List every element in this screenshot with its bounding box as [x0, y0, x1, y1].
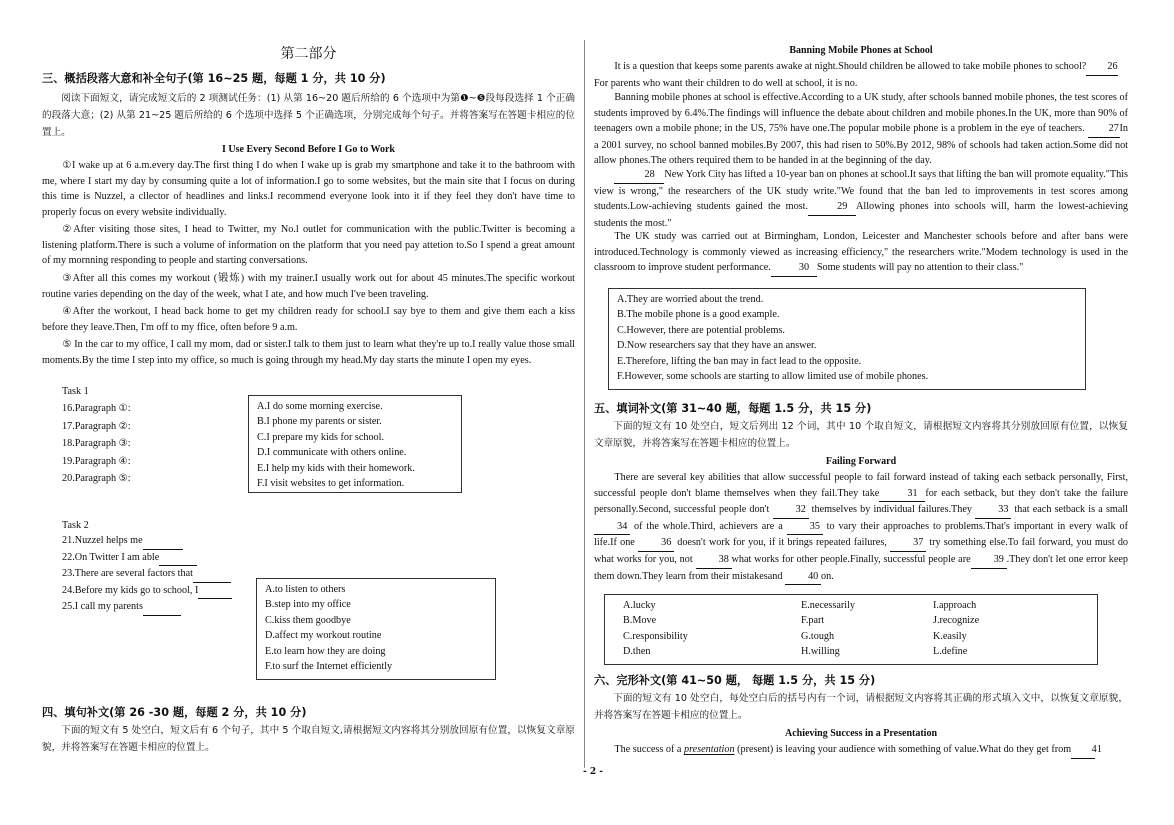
task-2-items	[62, 533, 232, 616]
task-1-label: Task 1	[62, 386, 89, 397]
task-2-options-box	[256, 578, 496, 680]
task-1-item: 19.Paragraph ④:	[62, 455, 131, 467]
task-2-item: 25.I call my parents	[62, 599, 232, 616]
option: A.I do some morning exercise.	[257, 401, 383, 412]
section-5-heading: 五、填词补文(第 31~40 题，每题 1.5 分，共 15 分)	[594, 402, 872, 415]
word-option: A.lucky	[623, 600, 656, 611]
paragraph-1: ①I wake up at 6 a.m.every day.The first thing I do when I wake up is grab my smartphone and take it to the bathroom with me, where I start my day by consuming quite a lot of information.I go to some websites, but the main site that I focus on during this time is Nuzzel, a cllector of headlines and links.I recommend everyone look into it if they feel they don't have time to properly focus on every website individually.	[42, 160, 575, 218]
task-1-item: 18.Paragraph ③:	[62, 438, 131, 450]
task-2-item: 24.Before my kids go to school, I	[62, 583, 232, 600]
section-3-heading: 三、概括段落大意和补全句子(第 16~25 题，每题 1 分，共 10 分)	[42, 72, 386, 85]
paragraph-2: ②After visiting those sites, I head to Twitter, my No.l outlet for communication with the public.Twitter is becoming a listening platform.There is such a volume of information on the platform that you need pay attetion to.So I spend a great amount of my mornning responding to people and starting conversations.	[42, 224, 575, 267]
paragraph-3: ③After all this comes my workout (锻炼) with my trainer.I usually work out for about 45 minutes.The specific workout routine varies depending on the day of the week, what I ate, and how much I've been traveling.	[42, 273, 575, 300]
option: F.to surf the Internet efficiently	[265, 661, 393, 673]
option: B.The mobile phone is a good example.	[617, 309, 780, 321]
task-2-item: 22.On Twitter I am able	[62, 550, 232, 567]
word-option: G.tough	[801, 630, 835, 642]
task-1-item: 17.Paragraph ②:	[62, 420, 131, 432]
passage-1-title: I Use Every Second Before I Go to Work	[222, 144, 395, 155]
section-5-instructions: 下面的短文有 10 处空白，短文后列出 12 个词，其中 10 个取自短文，请根据短文内容将其分别放回原有位置，以恢复文章原貌，并将答案写在答题卡相应的位置上。	[594, 421, 1128, 449]
task-1-item: 20.Paragraph ⑤:	[62, 473, 131, 485]
option: D.Now researchers say that they have an answer.	[617, 340, 817, 352]
option: C.kiss them goodbye	[265, 614, 351, 626]
word-option: K.easily	[933, 630, 967, 642]
option: C.However, there are potential problems.	[617, 324, 785, 336]
task-2-item: 21.Nuzzel helps me	[62, 533, 232, 550]
passage-2-p1: It is a question that keeps some parents awake at night.Should children be allowed to take mobile phones to school? 26 For parents who want their children to do well at school, it is no.	[594, 61, 1118, 89]
task-1-items	[62, 400, 131, 488]
word-option: F.part	[801, 615, 825, 627]
section-5-word-bank	[604, 594, 1098, 665]
column-divider	[584, 40, 585, 768]
option: E.Therefore, lifting the ban may in fact lead to the opposite.	[617, 355, 862, 367]
passage-2-p2: Banning mobile phones at school is effective.According to a UK study, after schools banned mobile phones, the test scores of students improved by 6.4%.The findings will influence the debate about children and mobile phones.In the UK, more than 90% of teenagers own a mobile phone; in the US, 75% have one.The popular mobile phone is a problem in the eye of teachers. 27In a 2001 survey, no school banned mobiles.By 2007, this had risen to 50%.By 2012, 98% of schools had taken action.Some did not allow phones.The others required them to be handed in at the beginning of the day.	[594, 92, 1128, 167]
option: E.to learn how they are doing	[265, 645, 386, 657]
passage-3-body: There are several key abilities that allow successful people to fail forward instead of taking each setback personally, First, successful people don't blame themselves when they fail.They take 31 for each setback, but they don't take the failure personally.Second, successful people don't 32 themselves by individual failures.They 33 that each setback is a small 34 of the whole.Third, achievers are a 35 to vary their approaches to problems.That's important in every walk of life.If one 36 doesn't work for you, if it brings repeated failures, 37 try something else.To fail forward, you must do what works for you, not 38 what works for other people.Finally, successful people are 39 .They don't let one error keep them down.They learn from their mistakesand 40 on.	[594, 470, 1128, 585]
option: B.step into my office	[265, 599, 351, 611]
word-option: H.willing	[801, 646, 840, 658]
passage-4-title: Achieving Success in a Presentation	[784, 728, 938, 739]
passage-3-title: Failing Forward	[825, 456, 897, 467]
task-1-item: 16.Paragraph ①:	[62, 403, 131, 414]
passage-2-title: Banning Mobile Phones at School	[789, 45, 933, 56]
word-option: I.approach	[933, 600, 977, 611]
option: D.affect my workout routine	[265, 630, 382, 642]
word-option: D.then	[623, 646, 651, 658]
passage-4-body: The success of a presentation (present) is leaving your audience with something of value.What do they get from 41	[594, 742, 1128, 759]
option: A.They are worried about the trend.	[617, 294, 764, 305]
word-option: L.define	[933, 646, 968, 658]
section-4-instructions: 下面的短文有 5 处空白，短文后有 6 个句子，其中 5 个取自短文,请根据短文内容将其分别放回原有位置，以恢复文章原貌，并将答案写在答题卡相应的位置上。	[42, 725, 575, 753]
section-6-instructions: 下面的短文有 10 处空白，每处空白后的括号内有一个词，请根据短文内容将其正确的形式填入文中，以恢复文章原貌，并将答案写在答题卡相应的位置上。	[594, 693, 1128, 721]
section-6-heading: 六、完形补文(第 41~50 题， 每题 1.5 分，共 15 分)	[594, 674, 876, 687]
passage-2-p4: The UK study was carried out at Birmingham, London, Leicester and Manchester schools before and after bans were introduced.Technology is commonly viewed as increasing efficiency," the researchers write."Modem technology is used in the classroom to improve student performance. 30 Some students will pay no attention to their class."	[594, 229, 1128, 277]
section-4-heading: 四、填句补文(第 26 -30 题，每题 2 分，共 10 分)	[42, 706, 307, 719]
option: A.to listen to others	[265, 584, 346, 595]
word-option: B.Move	[623, 615, 657, 627]
option: B.I phone my parents or sister.	[257, 416, 382, 428]
part-title: 第二部分	[280, 47, 337, 62]
task-1-options-box	[248, 395, 462, 493]
task-2-label: Task 2	[62, 520, 89, 531]
passage-2-p3: 28 New York City has lifted a 10-year ban on phones at school.It says that lifting the ban will promote equality."This view is wrong," the researchers of the UK study write."We found that the ban led to improvements in test scores among students.Low-achieving students gained the most. 29 Allowing phones into schools will, harm the lowest-achieving students the most."	[594, 169, 1129, 229]
word-option: J.recognize	[933, 615, 980, 627]
page-number: - 2 -	[583, 767, 603, 777]
option: F.However, some schools are starting to allow limited use of mobile phones.	[617, 371, 929, 383]
section-4-options-box	[608, 288, 1086, 390]
option: C.I prepare my kids for school.	[257, 431, 385, 443]
section-3-instructions: 阅读下面短文，请完成短文后的 2 项测试任务：(1) 从第 16~20 题后所给的 6 个选项中为第❶~❺段每段选择 1 个正确的段落大意；(2) 从第 21~25 题后所给的 6 个选项中选择 5 个正确选项，分别完成每个句子。并将答案写在答题卡相应的位置上。	[42, 93, 575, 138]
paragraph-4: ④After the workout, I head back home to get my children ready for school.I say bye to them and give them each a kiss before they leave.Then, I'm off to my ffice, often before 9 a.m.	[42, 306, 575, 333]
task-2-item: 23.There are several factors that	[62, 566, 232, 583]
option: F.I visit websites to get information.	[257, 478, 405, 490]
option: E.I help my kids with their homework.	[257, 462, 415, 474]
paragraph-5: ⑤ In the car to my office, I call my mom, dad or sister.I talk to them just to learn what they're up to.I really value those small moments.By the time I step into my office, so much is going through my head.My day starts the minute I open my eyes.	[42, 339, 575, 366]
option: D.I communicate with others online.	[257, 447, 407, 459]
word-option: C.responsibility	[623, 630, 688, 642]
word-option: E.necessarily	[801, 600, 856, 611]
